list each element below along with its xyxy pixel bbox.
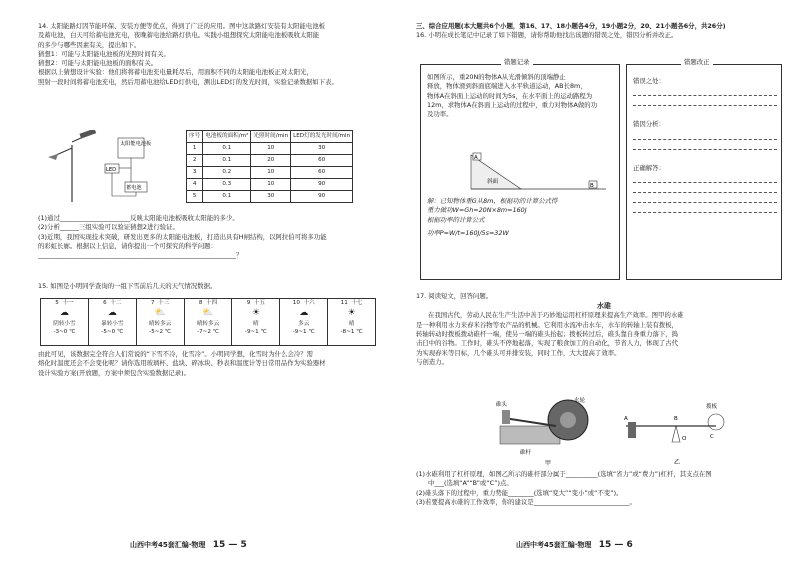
weather-day [328,299,375,345]
pestle-rod-label: 碓杆 [520,450,532,456]
weather-day [137,299,185,345]
article-line: 与创造力。 [416,357,448,366]
weather-day [280,299,328,345]
weather-lunar: 十四 [205,300,218,306]
answer-line[interactable] [633,203,777,213]
article-title: 水碓 [597,302,611,311]
problem-line: 物体A在斜面上运动的时间为5s，在水平面上的运动路程为 [427,91,593,100]
weather-condition: 晴 [253,321,259,328]
table-header: 电池板的面积/m² [203,131,251,143]
table-cell: 5 [187,191,203,203]
table-cell: 10 [251,167,291,179]
weather-date: 11 [340,300,348,306]
block-b-label: B [590,183,594,189]
q15-line: 由此可见，该数据完全符合人们常说的“下雪不冷，化雪冷”。小明同学想，化雪时为什么会冷？需 [38,350,314,358]
section-title: 三、综合应用题(本大题共6个小题，第16、17、18小题各4分，19小题2分，20、21小题各6分，共26分) [416,22,726,30]
correction-title: 错题改正 [681,58,713,67]
table-cell: 90 [291,179,353,191]
answer-line[interactable] [633,86,777,96]
weather-day [41,299,89,345]
section-header [416,22,792,41]
table-row [187,179,353,191]
figure-jia-label: 甲 [545,460,552,467]
q14-sub: (2)分析______三组实验可以验证猜想2进行验证。 [38,223,179,232]
point-b-label: B [674,416,678,422]
table-cell: 1 [187,143,203,155]
page-footer-left [130,539,247,552]
weather-temp: -5~2 ℃ [149,329,172,336]
article-line: 转轴转动时拨板拨动碓杆一端，使另一端的碓头抬起；拨板转过后，碓头靠自身重力落下，捣 [416,329,679,338]
table-cell: 3 [187,167,203,179]
page-footer-right [516,539,633,552]
point-c-label: C [710,434,714,440]
cloud-icon: ☁ [299,308,309,319]
weather-date: 8 [198,300,203,306]
weather-condition: 暴转小雪 [101,321,124,328]
solar-lamp-diagram [40,130,180,205]
answer-line[interactable] [633,96,777,106]
q15-intro: 15. 如图是小明同学查询的一组下雪前后几天的天气情况数据。 [38,282,217,290]
weather-date: 9 [246,300,251,306]
reason-label: 错因分析： [633,120,665,129]
q17-sub: 中___(选填“A”“B”或“C”)点。 [428,479,513,488]
weather-date: 7 [150,300,155,306]
right-page [400,0,800,566]
weather-date: 5 [55,300,59,306]
point-a-label: A [624,416,628,422]
partly-cloudy-icon: ⛅ [202,308,214,319]
partly-cloudy-icon: ⛅ [154,308,166,319]
q14-line: 14. 太阳能路灯因节能环保、安装方便等优点，得到了广泛的应用。图中这款路灯安装有太阳能电池板 [38,22,325,30]
problem-text [427,73,615,119]
article-line: 在我国古代，劳动人民在生产生活中善于巧妙地运用杠杆原理来提高生产效率。图甲的水碓 [428,311,684,320]
weather-condition: 晴 [348,321,355,328]
solution-line: 功率P=W/t=160J/5s=32W [427,228,509,237]
solution-line: 重力做功W=Gh=20N×8m=160J [427,206,527,215]
q14-line: 根据以上猜想设计实验：他们将将蓄电池充电量耗尽后，用面积不同的太阳能电池板正对太阳光， [38,68,313,77]
figure-yi-label: 乙 [674,459,681,466]
question-15 [38,282,378,291]
table-header: LED灯的发光时间/min [291,131,353,143]
table-cell: 0.1 [203,143,251,155]
article-line: 为实现舂米等目标，几个碓头可并排安装，同时工作，大大提高了效率。 [416,348,621,357]
weather-temp: -5~0 ℃ [101,329,124,336]
table-cell: 4 [187,179,203,191]
weather-condition: 阴转小雪 [53,321,76,328]
panel-label: 太阳能电池板 [120,141,152,147]
q17-sub: (2)碓头落下的过程中，重力势能________(选填“变大”“变小”或“不变”)。 [416,488,623,497]
weather-day [232,299,280,345]
weather-day [185,299,233,345]
problem-line: 12m，求物体A在斜面上运动的过程中，重力对物体A做的功 [427,100,598,109]
q14-sub: ______________________________________________________________？ [38,251,243,260]
weather-lunar: 十六 [303,300,315,306]
weather-temp: -8~1 ℃ [340,329,363,336]
table-header: 序号 [187,131,203,143]
lever-figure-yi [616,398,736,468]
incline-diagram [461,149,611,194]
q17-sub: (1)水碓利用了杠杆原理，如图乙所示的碓杆部分属于__________(选填“省力”或“费力”)杠杆，其支点在图 [416,470,712,478]
snow-cloud-icon: ☁ [107,308,117,319]
weather-temp: -3~0 ℃ [53,329,76,336]
footer-title: 山西中考45套汇编·物理 [516,540,592,549]
wrong-solution [427,197,615,238]
board-label: 拨板 [706,404,718,410]
question-17 [416,292,792,367]
weather-condition: 晴转多云 [148,321,172,328]
weather-temp: -7~2 ℃ [197,329,219,336]
correction-box [626,58,782,280]
led-label: LED [106,167,117,173]
q15-body [38,350,378,378]
weather-lunar: 十七 [351,300,363,306]
weather-lunar: 十五 [253,300,266,306]
answer-line[interactable] [633,193,777,203]
problem-line: 释放，物体滑到斜面底端进入水平轨道运动，AB长8m， [427,82,587,91]
q17-sub: (3)若要提高水碓的工作效率，你的建议是______________________________。 [416,497,636,506]
page-number: 15 — 5 [212,539,247,550]
table-row [187,191,353,203]
weather-strip [40,298,376,346]
weather-temp: -9~1 ℃ [244,329,267,336]
answer-line[interactable] [633,130,777,140]
solution-line: 根据功率的计算公式 [427,215,485,224]
weather-lunar: 十二 [110,300,122,306]
table-header: 光照时间/min [251,131,291,143]
weather-lunar: 十三 [158,300,170,306]
table-row [187,155,353,167]
table-cell: 0.1 [203,191,251,203]
error-point-label: 错误之处： [633,77,665,85]
sun-icon: ☀ [347,308,356,319]
page-number: 15 — 6 [598,539,633,550]
answer-line[interactable] [633,173,777,183]
table-cell: 0.3 [203,179,251,191]
q14-line: 猜想2：可能与太阳能电池板的面积有关。 [38,59,158,68]
water-wheel-label: 水轮 [574,398,586,404]
weather-condition: 晴转多云 [196,321,220,328]
error-record-title: 错题记录 [501,58,533,67]
table-cell: 30 [291,143,353,155]
table-cell: 60 [291,167,353,179]
weather-lunar: 十一 [62,300,74,306]
problem-line: 如图所示，重20N的物体A从光滑倾斜的顶端静止 [427,73,566,81]
q14-data-table [186,130,353,203]
answer-line[interactable] [633,183,777,193]
question-14 [38,22,378,87]
problem-line: 及功率。 [427,110,453,119]
table-cell: 90 [291,191,353,203]
table-row [187,167,353,179]
q16-intro: 16. 小明在成长笔记中记录了如下错题，请你帮助他找出该题的错误之处，错因分析并改正。 [416,31,678,40]
pivot-o-label: O [682,436,687,442]
q15-line: 熔化时温度还会不会变化呢？请你选用玻璃杯、盐块、碎冰块、秒表和温度计等日常用品作为实验器材 [38,359,326,368]
article-line: 是一种利用水力来舂米谷物等农产品的机械。它利用水流冲击水车，水车的转轴上装有拨板， [416,320,679,329]
sun-icon: ☀ [251,308,260,319]
table-cell: 2 [187,155,203,167]
pestle-head-label: 碓头 [496,402,508,408]
q14-subquestions [38,214,378,260]
solution-line: 解：已知物体重G从8m，根据功的计算公式得 [427,197,558,205]
table-cell: 30 [251,191,291,203]
weather-temp: -9~1 ℃ [292,329,315,336]
weather-day [89,299,137,345]
answer-area [633,77,777,213]
q14-sub: 的彩虹长廊。根据以上信息，请你提出一个可探究的科学问题： [38,241,217,250]
water-pestle-figure-jia [490,396,610,468]
q15-line: 设计实验方案(开放题，方案中须包含实验数据记录)。 [38,368,190,377]
table-cell: 60 [291,155,353,167]
answer-line[interactable] [633,140,777,150]
error-record-box [420,58,620,280]
q14-line: 及蓄电池，白天可给蓄电池充电，夜晚蓄电池给路灯供电。实践小组想探究太阳能电池板吸收太阳能 [38,31,320,40]
table-cell: 10 [251,179,291,191]
q17-intro: 17. 阅读短文，回答问题。 [416,292,493,300]
table-cell: 0.2 [203,167,251,179]
battery-label: 蓄电池 [126,185,142,191]
table-cell: 10 [251,143,291,155]
footer-title: 山西中考45套汇编·物理 [130,540,206,549]
table-cell: 20 [251,155,291,167]
q14-line: 猜想1：可能与太阳能电池板的光照时间有关。 [38,49,170,58]
q14-line: 照射一段时间将蓄电池充电，然后用蓄电池给LED灯供电，测出LED灯的发光时间，实验记录数据如下表。 [38,77,338,86]
q14-sub: (1)通过______________________反映太阳能电池板吸收太阳能的多少。 [38,214,239,222]
article-line: 击臼中的谷物。工作时，碓头不停地起落，实现了粮食加工的自动化，节省人力，体现了古代 [416,339,679,348]
q14-line: 的多少与哪些因素有关，提出如下。 [38,40,141,49]
snow-cloud-icon: ☁ [59,308,69,319]
q14-sub: (3)近期，我国实现技术突破，研发出更多的太阳能电池板，打造出具有H闸结构，以阿拉伯可将多功能 [38,232,327,241]
q17-subquestions [416,470,792,507]
block-a-label: A [474,155,478,161]
weather-date: 6 [103,300,107,306]
slope-label: 斜面 [487,179,499,185]
weather-condition: 多云 [298,321,310,328]
table-row [187,143,353,155]
weather-date: 10 [292,300,300,306]
table-cell: 0.1 [203,155,251,167]
correct-answer-label: 正确解答： [633,163,665,172]
